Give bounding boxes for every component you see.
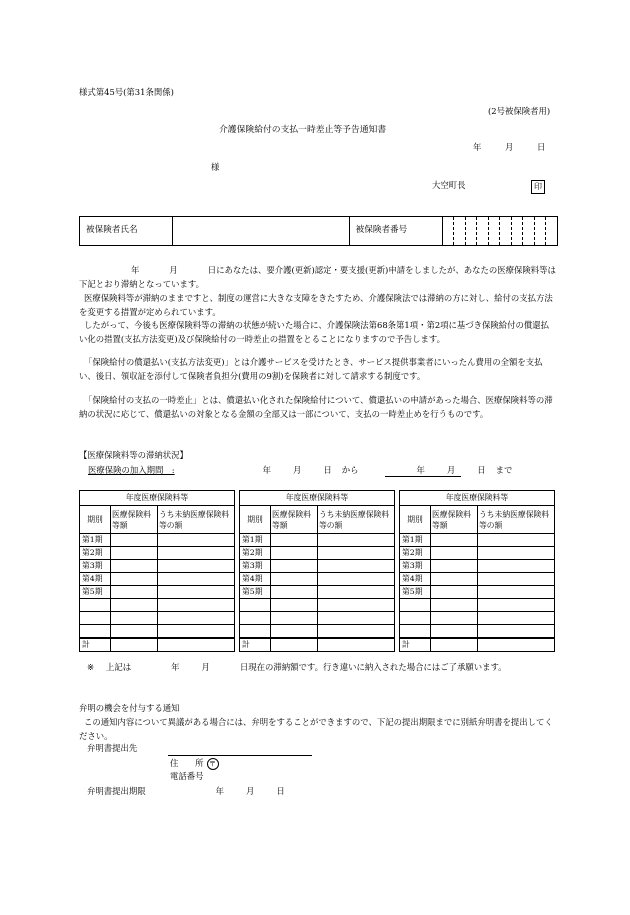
form-number: 様式第45号(第31条関係) bbox=[79, 87, 174, 97]
date-month: 月 bbox=[505, 142, 514, 152]
fiscal-year-caption: 年度医療保険料等 bbox=[240, 491, 395, 506]
insured-number-digit[interactable] bbox=[465, 217, 477, 246]
table-row bbox=[80, 625, 235, 639]
arrears-heading: 【医療保険料等の滞納状況】 bbox=[79, 450, 188, 460]
arrears-table-1 bbox=[79, 490, 235, 652]
phone-label: 電話番号 bbox=[170, 771, 204, 781]
deadline: 弁明書提出期限 年 月 日 bbox=[87, 786, 285, 796]
table-row: 第4期 bbox=[400, 573, 555, 586]
seal-mark: 印 bbox=[531, 180, 545, 194]
column-amount: 医療保険料等額 bbox=[111, 506, 158, 534]
insured-number-digit[interactable] bbox=[454, 217, 466, 246]
table-row: 第3期 bbox=[240, 560, 395, 573]
column-unpaid: うち未納医療保険料等の額 bbox=[317, 506, 394, 534]
table-row: 第4期 bbox=[240, 573, 395, 586]
body-paragraph-3: したがって、今後も医療保険料等の滞納の状態が続いた場合に、介護保険法第68条第1項・第2項に基づき保険給付の償還払い化の措置(支払方法変更)及び保険給付の一時差止の措置をとることになりますので予告します。 bbox=[79, 320, 550, 344]
fiscal-year-caption: 年度医療保険料等 bbox=[400, 491, 555, 506]
insurance-period-label: 医療保険の加入期間 : bbox=[88, 465, 175, 475]
column-period: 期別 bbox=[240, 506, 271, 534]
table-row: 第3期 bbox=[400, 560, 555, 573]
table-row bbox=[240, 599, 395, 612]
address-label: 住 所 〒 bbox=[170, 758, 219, 770]
insured-number-digit[interactable] bbox=[442, 217, 454, 246]
total-row: 計 bbox=[240, 638, 395, 652]
hearing-body: この通知内容について異議がある場合には、弁明をすることができますので、下記の提出期限までに別紙弁明書を提出してください。 bbox=[79, 717, 553, 741]
table-row: 第5期 bbox=[400, 586, 555, 599]
column-amount: 医療保険料等額 bbox=[431, 506, 478, 534]
destination-label: 弁明書提出先 bbox=[87, 743, 138, 753]
total-row: 計 bbox=[400, 638, 555, 652]
table-row: 第2期 bbox=[80, 547, 235, 560]
insured-info-table bbox=[79, 216, 558, 246]
total-row: 計 bbox=[80, 638, 235, 652]
table-row bbox=[240, 625, 395, 639]
table-row: 第1期 bbox=[400, 534, 555, 547]
table-row: 第1期 bbox=[240, 534, 395, 547]
insured-name-label: 被保険者氏名 bbox=[80, 217, 173, 246]
insurance-period: 医療保険の加入期間 : 年 月 日 から 年 月 日 まで bbox=[88, 465, 513, 475]
deadline-label: 弁明書提出期限 bbox=[87, 786, 146, 796]
insured-number-digit[interactable] bbox=[488, 217, 500, 246]
hearing-heading: 弁明の機会を付与する通知 bbox=[79, 703, 180, 713]
column-period: 期別 bbox=[400, 506, 431, 534]
table-row bbox=[400, 599, 555, 612]
insured-number-digit[interactable] bbox=[546, 217, 558, 246]
postal-mark: 〒 bbox=[207, 758, 219, 770]
date-year: 年 bbox=[473, 142, 482, 152]
addressee-honorific: 様 bbox=[211, 162, 220, 172]
table-row: 第4期 bbox=[80, 573, 235, 586]
table-row bbox=[400, 612, 555, 625]
arrears-table-3 bbox=[399, 490, 555, 652]
table-row bbox=[80, 612, 235, 625]
insured-number-digit[interactable] bbox=[534, 217, 546, 246]
column-unpaid: うち未納医療保険料等の額 bbox=[157, 506, 234, 534]
arrears-note: ※ 上記は 年 月 日現在の滞納額です。行き違いに納入された場合にはご了承願います。 bbox=[87, 662, 507, 672]
arrears-table-2 bbox=[239, 490, 395, 652]
insured-number-digit[interactable] bbox=[523, 217, 535, 246]
body-paragraph-4: 「保険給付の償還払い(支払方法変更)」とは介護サービスを受けたとき、サービス提供事業者にいったん費用の全額を支払い、後日、領収証を添付して保険者負担分(費用の9割)を保険者に対して請求する制度です。 bbox=[79, 357, 543, 381]
column-unpaid: うち未納医療保険料等の額 bbox=[477, 506, 554, 534]
insured-number-label: 被保険者番号 bbox=[349, 217, 442, 246]
table-row: 第2期 bbox=[400, 547, 555, 560]
column-amount: 医療保険料等額 bbox=[271, 506, 318, 534]
page-title: 介護保険給付の支払一時差止等予告通知書 bbox=[219, 125, 387, 135]
body-paragraph-1: 年 月 日にあなたは、要介護(更新)認定・要支援(更新)申請をしましたが、あなたの医療保険料等は下記とおり滞納となっています。 bbox=[79, 265, 556, 289]
body-paragraph-5: 「保険給付の支払の一時差止」とは、償還払い化された保険給付について、償還払いの申請があった場合、医療保険料等の滞納の状況に応じて、償還払いの対象となる金額の全部又は一部について、支払の一時差止めを行うものです。 bbox=[79, 395, 553, 419]
insured-number-digit[interactable] bbox=[477, 217, 489, 246]
table-row: 第2期 bbox=[240, 547, 395, 560]
insured-name-field[interactable] bbox=[173, 217, 349, 246]
fiscal-year-caption: 年度医療保険料等 bbox=[80, 491, 235, 506]
table-row: 第5期 bbox=[240, 586, 395, 599]
table-row bbox=[400, 625, 555, 639]
table-row: 第3期 bbox=[80, 560, 235, 573]
issuer: 大空町長 bbox=[432, 180, 466, 190]
insured-number-digit[interactable] bbox=[511, 217, 523, 246]
table-row: 第5期 bbox=[80, 586, 235, 599]
column-period: 期別 bbox=[80, 506, 111, 534]
table-row bbox=[80, 599, 235, 612]
table-row: 第1期 bbox=[80, 534, 235, 547]
date-day: 日 bbox=[537, 142, 546, 152]
table-row bbox=[240, 612, 395, 625]
body-paragraph-2: 医療保険料等が滞納のままですと、制度の運営に大きな支障をきたすため、介護保険法では滞納の方に対し、給付の支払方法を変更する措置が定められています。 bbox=[79, 293, 553, 317]
target-label: (2号被保険者用) bbox=[488, 106, 551, 116]
insured-number-digit[interactable] bbox=[500, 217, 512, 246]
